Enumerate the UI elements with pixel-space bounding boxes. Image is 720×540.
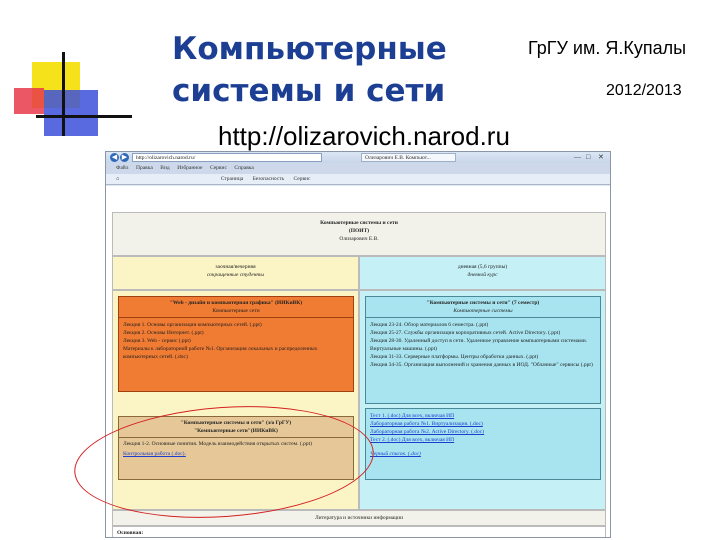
left-column-header [112,256,359,290]
cs-block-title: "Компьютерные системы и сети" (7 семестр) [426,300,540,306]
zo-block-title: "Компьютерные системы и сети" (з/о ГрГУ) [180,420,292,426]
web-lecture-3[interactable]: Лекция 3. Web - сервис (.ppt) [123,338,191,344]
test-1-link[interactable]: Тест 1. (.doc) Для всех, включая ИП [370,413,455,419]
zo-lecture-1[interactable]: Лекция 1-2. Основные понятия. Модель взаимодействия открытых систем. (.ppt) [123,441,312,447]
site-url: http://olizarovich.narod.ru [218,121,510,151]
site-header-title: Компьютерные системы и сети [320,220,398,226]
menu-view[interactable]: Вид [160,165,170,171]
address-input[interactable]: http://olizarovich.narod.ru/ [132,153,322,162]
cs-lecture-5[interactable]: Лекция 34-35. Организация выполнений и хранения данных в ИОД. "Облачные" сервисы (.ppt) [370,362,593,368]
zo-block-subtitle: "Компьютерные сети"(ИИКиВК) [119,427,353,438]
web-design-block [118,296,354,392]
home-icon[interactable]: ⌂ [116,176,120,182]
back-icon[interactable]: ◀ [111,153,118,161]
right-column-header [359,256,606,290]
web-block-title: "Web - дизайн и компьютерная графика" (ИИКиВК) [169,300,303,306]
deco-red-square [14,88,44,114]
favbar-page[interactable]: Страница [220,176,244,182]
web-lecture-1[interactable]: Лекция 1. Основы организации компьютерных сетей. (.ppt) [123,322,262,328]
site-header-subtitle: (ПОИТ) [348,228,370,234]
slide-title-line1: Компьютерные [172,31,447,67]
maximize-icon[interactable]: □ [586,153,591,161]
left-column-title: заочная/вечерняя [215,264,256,270]
favbar-security[interactable]: Безопасность [252,176,285,182]
browser-tab[interactable]: Олизарович Е.В. Компьют... [361,153,456,162]
web-lecture-2[interactable]: Лекция 2. Основы Интернет. (.ppt) [123,330,204,336]
menu-help[interactable]: Справка [234,165,254,171]
minimize-icon[interactable]: — [574,153,581,161]
forward-icon[interactable]: ▶ [121,153,128,161]
right-column-title: дневная (5,6 группы) [457,264,508,270]
site-header [112,212,606,256]
deco-horizontal-line [36,115,132,118]
cs-lecture-2[interactable]: Лекция 25-27. Службы организации корпоративных сетей. Active Directory. (.ppt) [370,330,561,336]
menu-favorites[interactable]: Избранное [177,165,203,171]
literature-main [112,526,606,538]
year-label: 2012/2013 [606,82,682,99]
cs-block-subtitle: Компьютерные системы [366,307,600,318]
cs-block [365,296,601,404]
lab-2-link[interactable]: Лабораторная работа №2. Active Directory. (.doc) [370,429,485,435]
test-2-link[interactable]: Тест 2. (.doc) Для всех, включая ИП [370,437,455,443]
menu-edit[interactable]: Правка [135,165,153,171]
university-label: ГрГУ им. Я.Купалы [528,38,687,58]
browser-address-bar [106,152,610,163]
command-bar [106,174,610,185]
left-column-subtitle: сокращенные студенты [206,272,265,278]
favbar-tools[interactable]: Сервис [293,176,311,182]
lab-1-link[interactable]: Лабораторная работа №1. Виртуализация. (.doc) [370,421,483,427]
right-column-subtitle: дневной курс [467,272,498,278]
site-header-author: Олизарович Е.В. [339,236,379,242]
menu-bar [106,163,610,174]
web-lab-materials[interactable]: Материалы к лабораторной работе №1. Организация локальных и распределенных компьютерных сетей. (.doc) [123,346,318,360]
zo-control-work[interactable]: Контрольная работа (.doc). [123,451,186,457]
literature-main-label: Основная: [117,530,144,536]
cs-tests-block [365,408,601,480]
cs-lecture-4[interactable]: Лекция 31-33. Серверные платформы. Центры обработки данных. (.ppt) [370,354,539,360]
slide-title [172,28,512,112]
menu-tools[interactable]: Сервис [209,165,227,171]
deco-vertical-line [62,52,65,136]
literature-title: Литература и источники информации [314,515,404,521]
web-block-subtitle: Компьютерные сети [119,307,353,318]
close-icon[interactable]: ✕ [598,153,604,161]
cs-lecture-3[interactable]: Лекция 28-30. Удаленный доступ в сети. Удаленное управление компьютерными системами. Виртуальные машины. (.ppt) [370,338,588,352]
slide-title-line2: системы и сети [172,73,446,109]
blacklist-link[interactable]: Черный список. (.doc) [370,451,421,457]
cs-lecture-1[interactable]: Лекция 23-24. Обзор материалов 6 семестра. (.ppt) [370,322,489,328]
menu-file[interactable]: Файл [116,165,129,171]
deco-blue-square [44,90,98,136]
